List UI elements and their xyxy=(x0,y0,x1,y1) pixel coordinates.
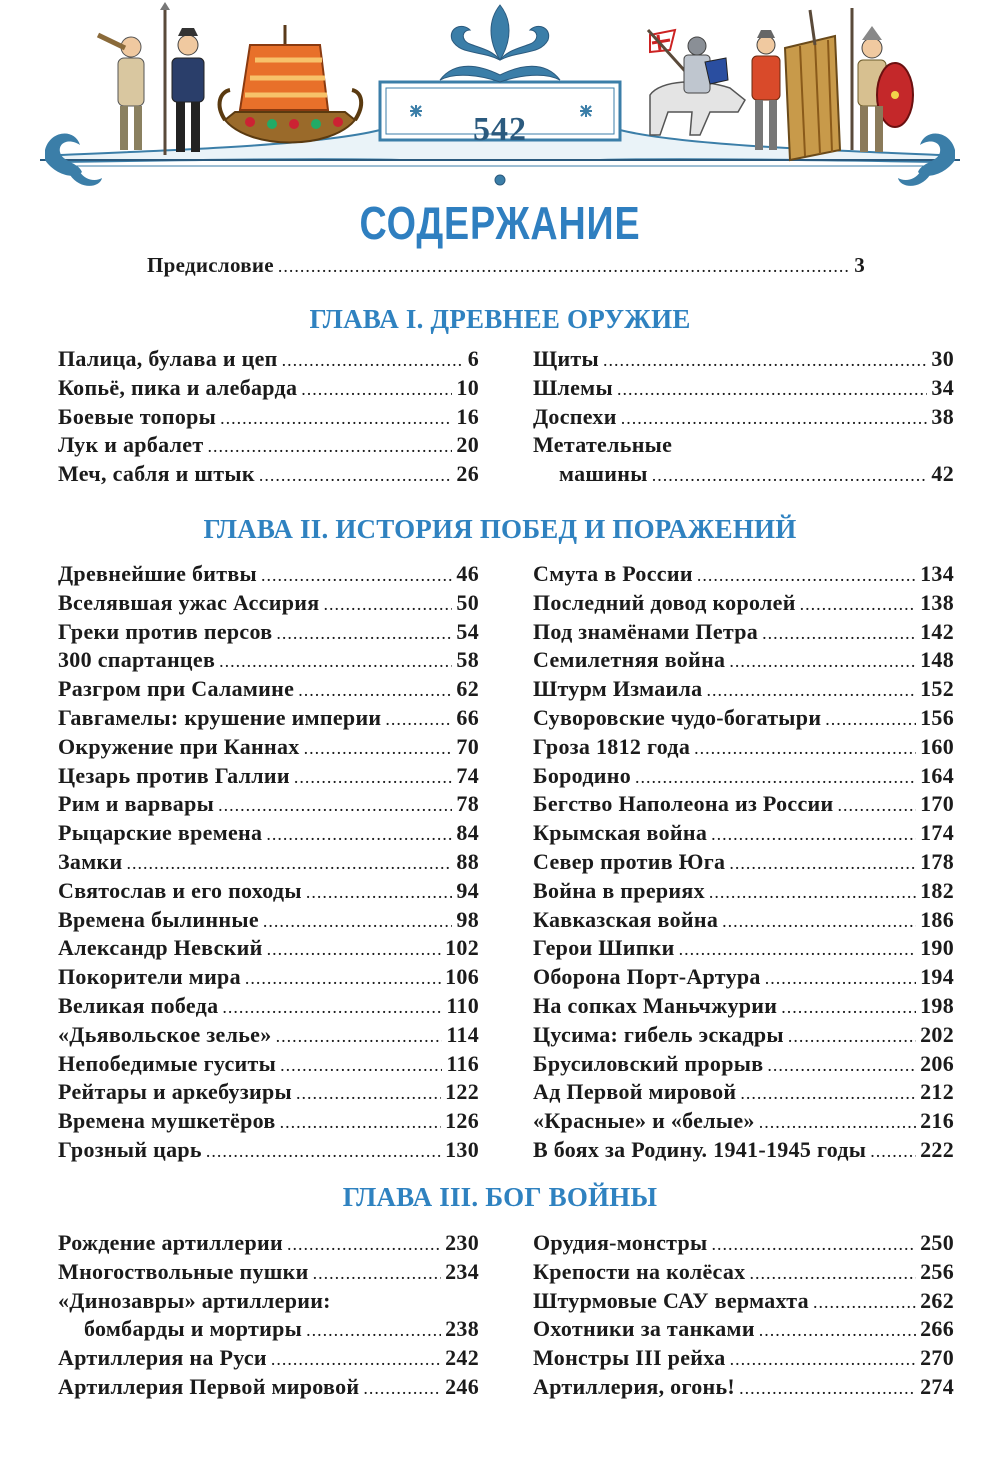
dot-leader xyxy=(261,561,452,590)
toc-entry-label: Рим и варвары xyxy=(58,791,215,817)
toc-entry-page: 246 xyxy=(445,1373,479,1399)
toc-entry[interactable] xyxy=(58,1287,479,1316)
toc-entry[interactable] xyxy=(533,906,954,935)
toc-entry-label: Смута в России xyxy=(533,561,693,586)
header-banner xyxy=(0,0,1000,200)
toc-entry-page: 164 xyxy=(920,762,954,788)
toc-entry[interactable] xyxy=(533,1136,954,1165)
toc-entry-label: Суворовские чудо-богатыри xyxy=(533,704,822,730)
toc-entry-label: «Дьявольское зелье» xyxy=(58,1021,272,1047)
dot-leader xyxy=(781,993,916,1022)
toc-entry[interactable] xyxy=(533,1229,954,1258)
dot-leader xyxy=(709,878,916,907)
toc-entry[interactable] xyxy=(533,992,954,1021)
toc-entry[interactable] xyxy=(533,431,954,460)
toc-entry[interactable] xyxy=(533,1258,954,1287)
chapter-2-right-column xyxy=(533,560,954,1165)
toc-entry[interactable] xyxy=(533,560,954,589)
toc-entry-page: 70 xyxy=(456,733,479,759)
toc-entry[interactable] xyxy=(533,1373,954,1402)
dot-leader xyxy=(767,1051,916,1080)
toc-entry[interactable] xyxy=(58,848,479,877)
dot-leader xyxy=(729,849,916,878)
toc-entry-label: машины xyxy=(559,461,648,487)
chapter-3-title: ГЛАВА III. БОГ ВОЙНЫ xyxy=(342,1182,658,1212)
toc-entry-label: Покорители мира xyxy=(58,964,241,990)
dot-leader xyxy=(298,676,452,705)
chapter-1-title: ГЛАВА I. ДРЕВНЕЕ ОРУЖИЕ xyxy=(309,304,691,334)
toc-entry-label: «Красные» и «белые» xyxy=(533,1108,755,1134)
toc-entry-label: Окружение при Каннах xyxy=(58,733,300,759)
toc-entry-page: 54 xyxy=(456,618,479,644)
toc-entry-label: Лук и арбалет xyxy=(58,432,204,458)
toc-entry-page: 274 xyxy=(920,1373,954,1399)
chapter-1-right-column xyxy=(533,345,954,489)
toc-entry-page: 26 xyxy=(456,461,479,487)
toc-entry[interactable] xyxy=(533,345,954,374)
toc-entry[interactable] xyxy=(533,1287,954,1316)
toc-entry-label: Рождение артиллерии xyxy=(58,1230,283,1255)
page-number: 542 xyxy=(473,111,527,148)
toc-entry-label: Север против Юга xyxy=(533,848,726,874)
toc-entry-label: Ад Первой мировой xyxy=(533,1079,737,1105)
chapter-2-title: ГЛАВА II. ИСТОРИЯ ПОБЕД И ПОРАЖЕНИЙ xyxy=(203,514,797,544)
toc-entry[interactable] xyxy=(533,963,954,992)
toc-entry-page: 256 xyxy=(920,1258,954,1284)
toc-entry-label: Последний довод королей xyxy=(533,589,796,615)
toc-entry-page: 98 xyxy=(456,906,479,932)
toc-entry[interactable] xyxy=(58,963,479,992)
dot-leader xyxy=(363,1374,441,1403)
dot-leader xyxy=(706,676,916,705)
toc-entry-label: Вселявшая ужас Ассирия xyxy=(58,589,320,615)
dot-leader xyxy=(870,1137,916,1166)
toc-entry-label: Штурмовые САУ вермахта xyxy=(533,1287,809,1313)
toc-entry-label: Метательные xyxy=(533,432,673,458)
toc-entry-page: 74 xyxy=(456,762,479,788)
toc-entry[interactable] xyxy=(58,733,479,762)
toc-entry[interactable] xyxy=(533,819,954,848)
dot-leader xyxy=(278,252,850,281)
dot-leader xyxy=(282,346,464,375)
page-title: СОДЕРЖАНИЕ xyxy=(359,197,641,249)
toc-entry[interactable] xyxy=(533,1107,954,1136)
toc-entry-label: Рыцарские времена xyxy=(58,820,263,846)
toc-entry[interactable] xyxy=(58,675,479,704)
dot-leader xyxy=(740,1079,916,1108)
toc-entry[interactable] xyxy=(58,762,479,791)
toc-entry-label: Крепости на колёсах xyxy=(533,1258,746,1284)
toc-entry[interactable] xyxy=(533,460,954,489)
dot-leader xyxy=(301,375,452,404)
dot-leader xyxy=(271,1345,441,1374)
toc-entry-label: Цезарь против Галлии xyxy=(58,762,290,788)
toc-entry-page: 30 xyxy=(931,346,954,371)
toc-entry[interactable] xyxy=(533,733,954,762)
toc-entry-label: Меч, сабля и штык xyxy=(58,461,255,487)
toc-entry-label: 300 спартанцев xyxy=(58,647,216,673)
toc-entry[interactable] xyxy=(533,1050,954,1079)
toc-entry-page: 102 xyxy=(445,935,479,961)
toc-entry-page: 6 xyxy=(467,346,479,371)
toc-entry[interactable] xyxy=(533,589,954,618)
toc-entry[interactable] xyxy=(58,618,479,647)
toc-entry[interactable] xyxy=(58,1136,479,1165)
dot-leader xyxy=(222,993,442,1022)
toc-entry[interactable] xyxy=(58,934,479,963)
toc-entry[interactable] xyxy=(58,345,479,374)
toc-entry[interactable] xyxy=(533,877,954,906)
toc-entry-page: 222 xyxy=(920,1136,954,1162)
toc-entry[interactable] xyxy=(533,1344,954,1373)
toc-entry-page: 130 xyxy=(445,1136,479,1162)
toc-entry-label: Времена былинные xyxy=(58,906,259,932)
toc-entry[interactable] xyxy=(533,704,954,733)
toc-entry-page: 42 xyxy=(931,461,954,487)
toc-entry-page: 230 xyxy=(445,1230,479,1255)
dot-leader xyxy=(765,964,916,993)
dot-leader xyxy=(788,1022,916,1051)
toc-entry-label: Кавказская война xyxy=(533,906,719,932)
toc-entry-page: 216 xyxy=(920,1108,954,1134)
dot-leader xyxy=(323,590,452,619)
toc-entry[interactable] xyxy=(58,1258,479,1287)
toc-entry-page: 266 xyxy=(920,1316,954,1342)
toc-entry[interactable] xyxy=(58,646,479,675)
toc-entry-label: Бегство Наполеона из России xyxy=(533,791,834,817)
toc-entry-page: 126 xyxy=(445,1108,479,1134)
toc-entry-label: На сопках Маньчжурии xyxy=(533,992,778,1018)
toc-entry-page: 94 xyxy=(456,877,479,903)
toc-entry[interactable] xyxy=(58,790,479,819)
toc-entry[interactable] xyxy=(58,704,479,733)
toc-entry-page: 182 xyxy=(920,877,954,903)
toc-entry[interactable] xyxy=(533,848,954,877)
dot-leader xyxy=(385,705,452,734)
toc-entry-label: Копьё, пика и алебарда xyxy=(58,374,298,400)
toc-entry-page: 170 xyxy=(920,791,954,817)
toc-entry-label: Непобедимые гуситы xyxy=(58,1050,277,1076)
toc-entry-page: 198 xyxy=(920,992,954,1018)
toc-entry[interactable] xyxy=(533,790,954,819)
chapter-2-left-column xyxy=(58,560,479,1165)
toc-entry-label: «Динозавры» артиллерии: xyxy=(58,1287,331,1313)
archer-with-shield-icon xyxy=(852,8,913,152)
dot-leader xyxy=(837,791,916,820)
toc-entry-page: 186 xyxy=(920,906,954,932)
toc-entry[interactable] xyxy=(58,403,479,432)
toc-entry[interactable] xyxy=(58,589,479,618)
dot-leader xyxy=(294,763,453,792)
toc-entry-label: Александр Невский xyxy=(58,935,263,961)
chapter-1-left-column xyxy=(58,345,479,489)
toc-entry-label: Святослав и его походы xyxy=(58,877,302,903)
dot-leader xyxy=(306,1316,441,1345)
dot-leader xyxy=(800,590,916,619)
toc-entry[interactable] xyxy=(58,819,479,848)
toc-entry[interactable] xyxy=(58,1107,479,1136)
dot-leader xyxy=(759,1316,916,1345)
toc-entry-page: 110 xyxy=(446,992,479,1018)
toc-entry-page: 178 xyxy=(920,848,954,874)
dot-leader xyxy=(739,1374,916,1403)
toc-entry[interactable] xyxy=(533,374,954,403)
toc-entry-label: Бородино xyxy=(533,762,632,788)
toc-entry-label: Грозный царь xyxy=(58,1136,202,1162)
toc-entry-page: 106 xyxy=(445,964,479,990)
toc-entry-page: 190 xyxy=(920,935,954,961)
dot-leader xyxy=(267,935,441,964)
toc-entry[interactable] xyxy=(58,1021,479,1050)
toc-entry-label: Греки против персов xyxy=(58,618,273,644)
dot-leader xyxy=(220,404,452,433)
toc-entry-page: 238 xyxy=(445,1316,479,1342)
toc-entry-label: Охотники за танками xyxy=(533,1316,755,1342)
toc-entry-label: Брусиловский прорыв xyxy=(533,1050,764,1076)
toc-entry-page: 20 xyxy=(456,432,479,458)
toc-entry[interactable] xyxy=(58,1050,479,1079)
toc-entry-page: 16 xyxy=(456,403,479,429)
toc-entry-page: 156 xyxy=(920,704,954,730)
toc-entry-label: Разгром при Саламине xyxy=(58,676,295,702)
toc-entry-page: 10 xyxy=(456,374,479,400)
toc-entry-label: Семилетняя война xyxy=(533,647,726,673)
dot-leader xyxy=(729,647,916,676)
dot-leader xyxy=(603,346,927,375)
dot-leader xyxy=(126,849,452,878)
toc-entry-page: 270 xyxy=(920,1345,954,1371)
toc-entry-page: 142 xyxy=(920,618,954,644)
dot-leader xyxy=(762,619,916,648)
toc-entry-label: Гроза 1812 года xyxy=(533,733,691,759)
toc-entry-page: 34 xyxy=(931,374,954,400)
dot-leader xyxy=(621,404,928,433)
dot-leader xyxy=(207,432,452,461)
toc-entry-label: Гавгамелы: крушение империи xyxy=(58,704,382,730)
viking-ship-icon xyxy=(220,25,362,143)
toc-entry-page: 152 xyxy=(920,676,954,702)
toc-entry-page: 114 xyxy=(446,1021,479,1047)
toc-entry-page: 62 xyxy=(456,676,479,702)
toc-entry[interactable] xyxy=(533,675,954,704)
toc-entry-label: Монстры III рейха xyxy=(533,1345,726,1371)
dot-leader xyxy=(206,1137,441,1166)
dot-leader xyxy=(679,935,916,964)
toc-entry-label: Предисловие xyxy=(147,253,274,277)
toc-entry[interactable] xyxy=(533,1078,954,1107)
dot-leader xyxy=(730,1345,917,1374)
toc-entry-page: 206 xyxy=(920,1050,954,1076)
toc-entry-label: Времена мушкетёров xyxy=(58,1108,276,1134)
banner-artwork xyxy=(0,0,1000,200)
toc-entry-label: Боевые топоры xyxy=(58,403,217,429)
dot-leader xyxy=(296,1079,441,1108)
dot-leader xyxy=(652,461,928,490)
toc-entry-label: Великая победа xyxy=(58,992,219,1018)
toc-entry[interactable] xyxy=(533,403,954,432)
toc-entry-page: 160 xyxy=(920,733,954,759)
toc-entry-page: 46 xyxy=(456,561,479,586)
dot-leader xyxy=(280,1051,442,1080)
toc-entry-page: 38 xyxy=(931,403,954,429)
toc-entry-label: Палица, булава и цеп xyxy=(58,346,278,371)
toc-entry[interactable] xyxy=(533,934,954,963)
toc-entry-page: 212 xyxy=(920,1079,954,1105)
toc-entry-page: 242 xyxy=(445,1345,479,1371)
toc-entry-label: В боях за Родину. 1941-1945 годы xyxy=(533,1136,867,1162)
toc-entry-page: 50 xyxy=(456,589,479,615)
toc-entry-label: Рейтары и аркебузиры xyxy=(58,1079,292,1105)
toc-entry-page: 202 xyxy=(920,1021,954,1047)
toc-entry-page: 174 xyxy=(920,820,954,846)
toc-entry-page: 116 xyxy=(446,1050,479,1076)
horn-blower-figure-icon xyxy=(98,35,144,150)
dot-leader xyxy=(287,1230,441,1259)
toc-entry[interactable] xyxy=(58,1229,479,1258)
dot-leader xyxy=(306,878,453,907)
dot-leader xyxy=(259,461,453,490)
toc-entry[interactable] xyxy=(58,374,479,403)
toc-entry-page: 84 xyxy=(456,820,479,846)
toc-entry-label: Война в прериях xyxy=(533,877,705,903)
toc-entry-label: Многоствольные пушки xyxy=(58,1258,309,1284)
toc-entry-page: 250 xyxy=(920,1230,954,1255)
dot-leader xyxy=(245,964,441,993)
toc-entry-label: Артиллерия, огонь! xyxy=(533,1373,736,1399)
crossbowman-figure-icon xyxy=(752,10,840,160)
dot-leader xyxy=(750,1259,917,1288)
toc-entry[interactable] xyxy=(58,906,479,935)
chapter-3-right-column xyxy=(533,1229,954,1402)
toc-entry-label: Доспехи xyxy=(533,403,617,429)
toc-entry[interactable] xyxy=(147,251,865,280)
toc-entry-page: 194 xyxy=(920,964,954,990)
toc-entry-page: 122 xyxy=(445,1079,479,1105)
toc-entry[interactable] xyxy=(58,1315,479,1344)
dot-leader xyxy=(635,763,916,792)
toc-entry-label: Цусима: гибель эскадры xyxy=(533,1021,784,1047)
toc-entry-page: 88 xyxy=(456,848,479,874)
toc-entry-label: Под знамёнами Петра xyxy=(533,618,759,644)
toc-entry[interactable] xyxy=(533,618,954,647)
toc-entry-page: 78 xyxy=(456,791,479,817)
dot-leader xyxy=(280,1108,442,1137)
toc-entry-page: 138 xyxy=(920,589,954,615)
dot-leader xyxy=(694,734,916,763)
dot-leader xyxy=(304,734,453,763)
toc-entry-page: 262 xyxy=(920,1287,954,1313)
toc-entry[interactable] xyxy=(58,992,479,1021)
dot-leader xyxy=(711,820,916,849)
toc-entry-page: 58 xyxy=(456,647,479,673)
chapter-3-left-column xyxy=(58,1229,479,1402)
dot-leader xyxy=(722,907,916,936)
toc-entry-label: Замки xyxy=(58,848,123,874)
toc-entry-label: Артиллерия на Руси xyxy=(58,1345,267,1371)
toc-entry[interactable] xyxy=(533,646,954,675)
dot-leader xyxy=(712,1230,917,1259)
toc-entry[interactable] xyxy=(58,1373,479,1402)
dot-leader xyxy=(266,820,452,849)
toc-entry-page: 134 xyxy=(920,561,954,586)
toc-entry[interactable] xyxy=(58,1344,479,1373)
toc-entry-label: Шлемы xyxy=(533,374,613,400)
toc-entry[interactable] xyxy=(58,460,479,489)
toc-entry[interactable] xyxy=(58,1078,479,1107)
toc-entry[interactable] xyxy=(58,877,479,906)
toc-entry-label: Герои Шипки xyxy=(533,935,675,961)
dot-leader xyxy=(313,1259,442,1288)
dot-leader xyxy=(218,791,452,820)
preface-entry[interactable] xyxy=(147,251,865,280)
dot-leader xyxy=(276,619,452,648)
dot-leader xyxy=(759,1108,916,1137)
toc-entry-page: 148 xyxy=(920,647,954,673)
toc-entry-label: Оборона Порт-Артура xyxy=(533,964,761,990)
knight-on-horse-icon xyxy=(648,30,745,135)
toc-entry-label: Крымская война xyxy=(533,820,708,846)
toc-entry-page: 234 xyxy=(445,1258,479,1284)
toc-entry-label: Орудия-монстры xyxy=(533,1230,708,1255)
dot-leader xyxy=(825,705,916,734)
toc-entry-page: 66 xyxy=(456,704,479,730)
toc-entry-page: 3 xyxy=(854,253,865,277)
toc-entry[interactable] xyxy=(533,1315,954,1344)
dot-leader xyxy=(219,647,452,676)
dot-leader xyxy=(697,561,916,590)
dot-leader xyxy=(276,1022,443,1051)
toc-entry[interactable] xyxy=(58,560,479,589)
toc-entry-label: Щиты xyxy=(533,346,600,371)
toc-entry-label: бомбарды и мортиры xyxy=(84,1316,303,1342)
dot-leader xyxy=(813,1288,916,1317)
toc-entry-label: Штурм Измаила xyxy=(533,676,703,702)
halberdier-figure-icon xyxy=(160,2,204,155)
toc-entry-label: Древнейшие битвы xyxy=(58,561,257,586)
toc-entry[interactable] xyxy=(58,431,479,460)
toc-entry-label: Артиллерия Первой мировой xyxy=(58,1373,360,1399)
toc-entry[interactable] xyxy=(533,762,954,791)
toc-entry[interactable] xyxy=(533,1021,954,1050)
dot-leader xyxy=(263,907,453,936)
dot-leader xyxy=(617,375,927,404)
